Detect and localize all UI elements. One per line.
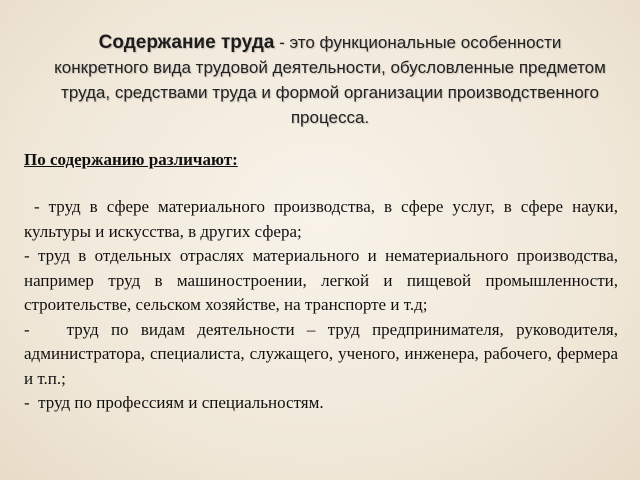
definition-text: - это функциональные особенности конкретного вида трудовой деятельности, обусловленные предметом труда, средствами труда и формой организации производственного процесса. bbox=[54, 33, 606, 127]
list-item-text: труд в сфере материального производства, в сфере услуг, в сфере науки, культуры и искусства, в других сфера; bbox=[24, 197, 618, 241]
list-item bbox=[24, 318, 618, 392]
list-item bbox=[24, 195, 618, 244]
list-item bbox=[24, 391, 618, 416]
list-item-text: труд по видам деятельности – труд предпринимателя, руководителя, администратора, специалиста, служащего, ученого, инженера, рабочего, фермера и т.п.; bbox=[24, 319, 618, 388]
content-list bbox=[24, 195, 618, 416]
list-item-text: труд в отдельных отраслях материального и нематериального производства, например труд в машиностроении, легкой и пищевой промышленности, строительстве, сельском хозяйстве, на транспорте и т.д; bbox=[24, 246, 618, 314]
dash-marker: - bbox=[24, 319, 67, 339]
list-item-text: труд по профессиям и специальностям. bbox=[38, 393, 324, 412]
definition-term: Содержание труда bbox=[98, 32, 275, 53]
dash-marker: - bbox=[34, 197, 49, 216]
list-item bbox=[24, 244, 618, 318]
subheading: По содержанию различают: bbox=[24, 150, 238, 169]
dash-marker: - bbox=[24, 246, 38, 265]
dash-marker: - bbox=[24, 393, 39, 412]
definition-paragraph bbox=[52, 30, 608, 130]
